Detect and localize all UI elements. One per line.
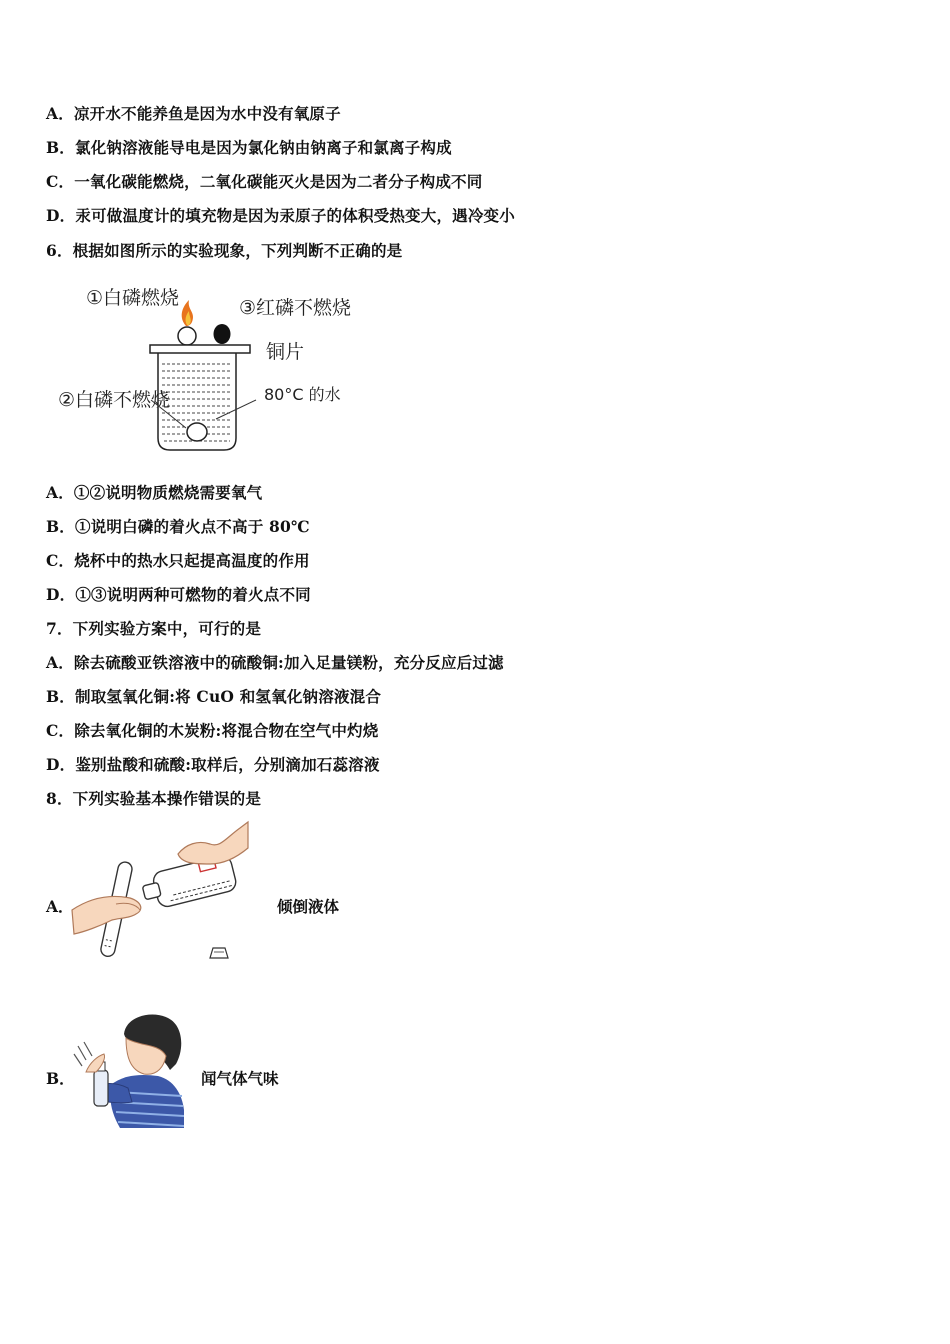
q6-option-d: D．①③说明两种可燃物的着火点不同 [46,585,311,604]
label-white-burn: ①白磷燃烧 [86,287,180,309]
q7-option-b: B．制取氢氧化铜:将 CuO 和氢氧化钠溶液混合 [46,687,382,706]
white-phosphorus-underwater [187,423,207,441]
red-phosphorus [214,324,231,344]
q5-option-c: C．一氧化碳能燃烧，二氧化碳能灭火是因为二者分子构成不同 [46,172,483,191]
q8-option-b-label: B． [46,1069,75,1088]
label-copper: 铜片 [266,341,305,363]
q6-option-c: C．烧杯中的热水只起提高温度的作用 [46,551,310,570]
smelling-gas-figure [72,1010,188,1128]
q6-option-b: B．①说明白磷的着火点不高于 80℃ [46,517,310,536]
q7-option-c: C．除去氧化铜的木炭粉:将混合物在空气中灼烧 [46,721,379,740]
stopper-icon [210,948,228,958]
q8-option-b-caption: 闻气体气味 [201,1069,279,1088]
q8-stem: 8．下列实验基本操作错误的是 [46,789,262,808]
q5-option-a: A．凉开水不能养鱼是因为水中没有氧原子 [46,104,341,123]
q8-option-a-caption: 倾倒液体 [277,897,340,916]
q7-option-a: A．除去硫酸亚铁溶液中的硫酸铜:加入足量镁粉，充分反应后过滤 [46,653,504,672]
q8-option-a-label: A． [46,897,74,916]
copper-plate [150,345,250,353]
label-red-no-burn: ③红磷不燃烧 [239,297,352,319]
q6-combustion-figure [56,278,356,458]
label-water: 80°C 的水 [264,385,341,404]
q6-stem: 6．根据如图所示的实验现象，下列判断不正确的是 [46,241,403,260]
q6-option-a: A．①②说明物质燃烧需要氧气 [46,483,263,502]
label-white-no-burn: ②白磷不燃烧 [58,389,171,411]
pouring-liquid-figure [70,818,250,970]
q5-option-b: B．氯化钠溶液能导电是因为氯化钠由钠离子和氯离子构成 [46,138,452,157]
q7-stem: 7．下列实验方案中，可行的是 [46,619,262,638]
q5-option-d: D．汞可做温度计的填充物是因为汞原子的体积受热变大，遇冷变小 [46,206,515,225]
q7-option-d: D．鉴别盐酸和硫酸:取样后，分别滴加石蕊溶液 [46,755,380,774]
white-phosphorus-burning [178,327,196,345]
